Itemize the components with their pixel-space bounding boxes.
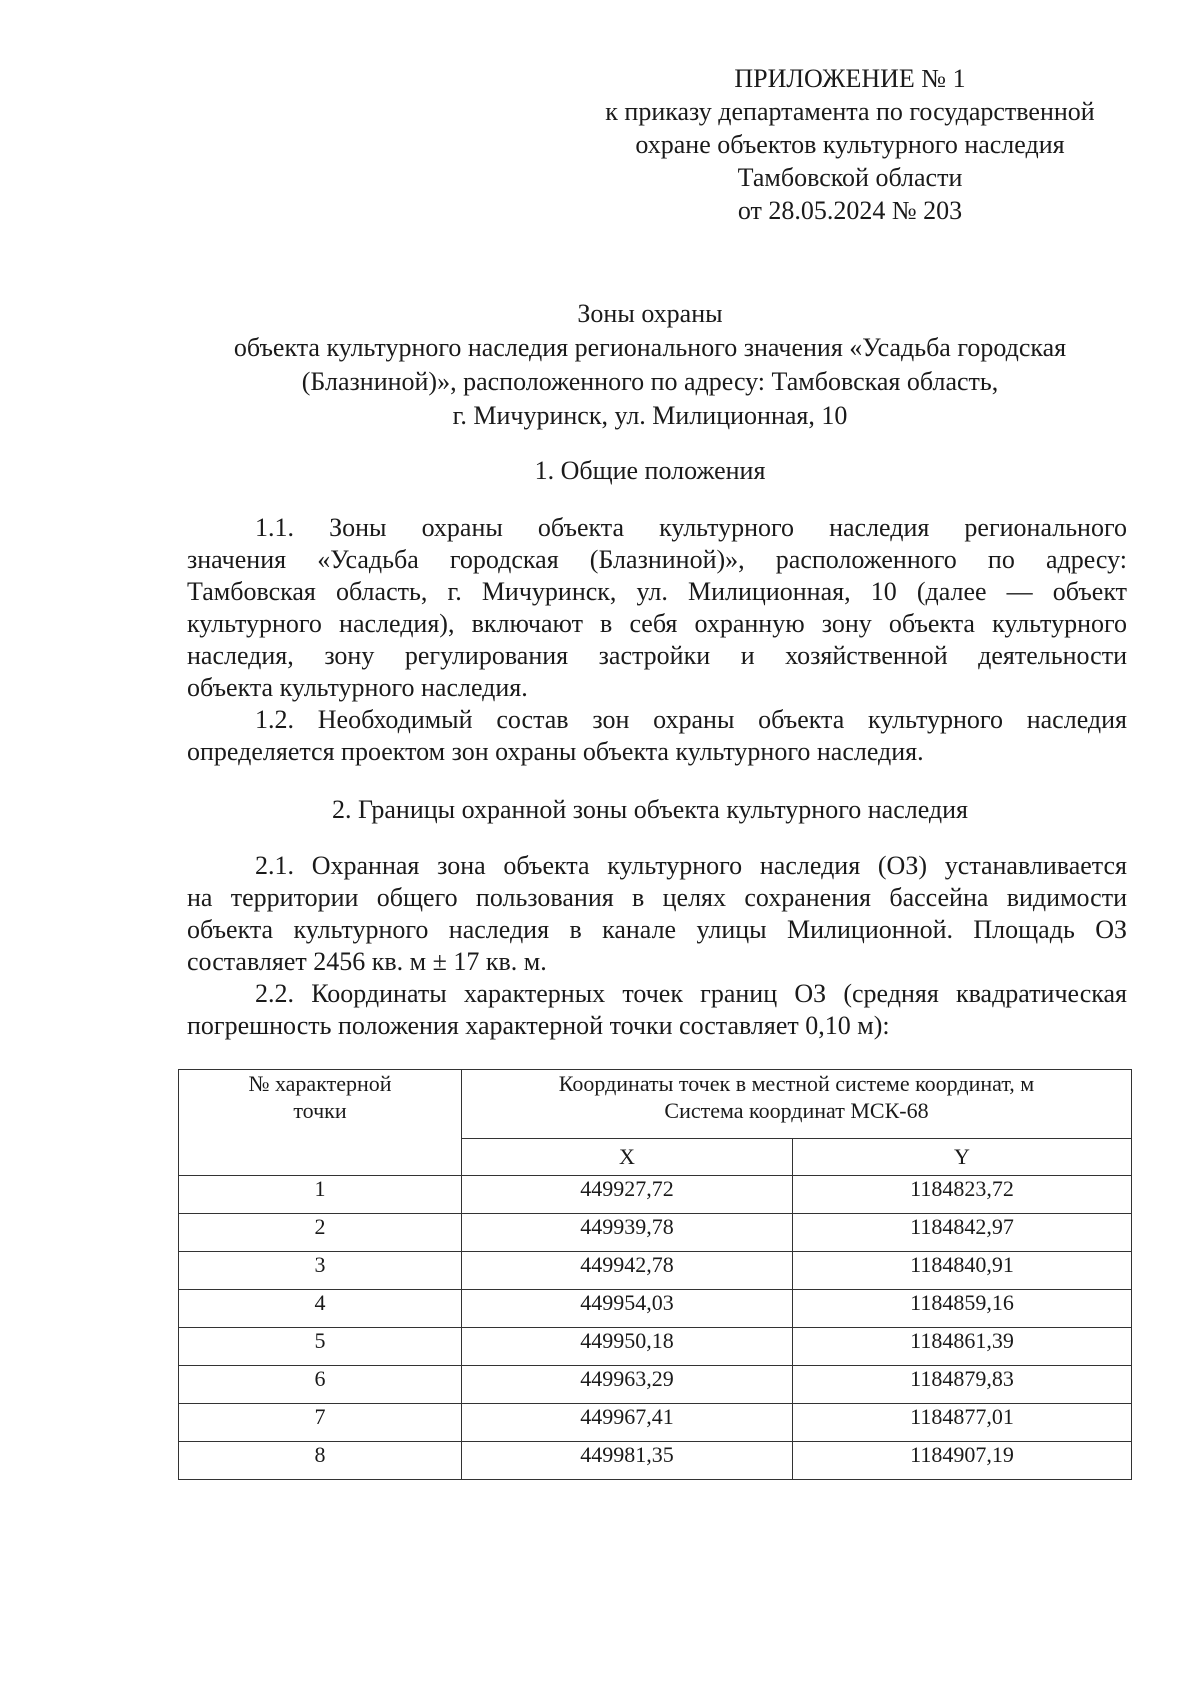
table-row (179, 1442, 1132, 1480)
paragraph-line: 2.2. Координаты характерных точек границ ОЗ (средняя квадратическая (255, 979, 1127, 1008)
paragraph-line: определяется проектом зон охраны объекта культурного наследия. (187, 737, 924, 766)
appendix-date-line: от 28.05.2024 № 203 (737, 196, 963, 225)
appendix-number: ПРИЛОЖЕНИЕ № 1 (734, 64, 966, 93)
point-number-header-line-2: точки (293, 1098, 347, 1123)
x-coordinate-cell: 449939,78 (462, 1214, 793, 1252)
title-line-2: объекта культурного наследия регионального значения «Усадьба городская (233, 333, 1067, 362)
point-number-cell: 6 (179, 1366, 462, 1404)
point-number-cell: 4 (179, 1290, 462, 1328)
point-number-cell: 3 (179, 1252, 462, 1290)
document-title (180, 297, 1120, 433)
coordinates-table (178, 1069, 1132, 1480)
paragraph-2-2 (187, 978, 1127, 1042)
title-line-3: (Блазниной)», расположенного по адресу: Тамбовская область, (301, 367, 999, 396)
coordinates-table-body (179, 1176, 1132, 1480)
coordinates-group-header (462, 1070, 1132, 1139)
section-2-heading: 2. Границы охранной зоны объекта культурного наследия (331, 795, 969, 824)
paragraph-line: культурного наследия), включают в себя охранную зону объекта культурного (187, 609, 1127, 638)
x-coordinate-cell: 449981,35 (462, 1442, 793, 1480)
appendix-header (590, 62, 1110, 227)
y-coordinate-cell: 1184861,39 (793, 1328, 1132, 1366)
point-number-cell: 7 (179, 1404, 462, 1442)
paragraph-line: погрешность положения характерной точки составляет 0,10 м): (187, 1011, 890, 1040)
paragraph-line: объекта культурного наследия в канале улицы Милиционной. Площадь ОЗ (187, 915, 1127, 944)
coordinates-group-header-line-2: Система координат МСК-68 (664, 1098, 929, 1123)
x-coordinate-cell: 449950,18 (462, 1328, 793, 1366)
y-coordinate-cell: 1184823,72 (793, 1176, 1132, 1214)
table-row (179, 1404, 1132, 1442)
table-row (179, 1176, 1132, 1214)
appendix-department-line: охране объектов культурного наследия (635, 130, 1065, 159)
appendix-region-line: Тамбовской области (737, 163, 963, 192)
appendix-order-line: к приказу департамента по государственной (605, 97, 1095, 126)
y-column-header: Y (793, 1139, 1132, 1176)
paragraph-line: значения «Усадьба городская (Блазниной)», расположенного по адресу: (187, 545, 1127, 574)
title-line-1: Зоны охраны (577, 299, 723, 328)
table-row (179, 1290, 1132, 1328)
y-coordinate-cell: 1184877,01 (793, 1404, 1132, 1442)
table-row (179, 1214, 1132, 1252)
point-number-cell: 5 (179, 1328, 462, 1366)
y-coordinate-cell: 1184842,97 (793, 1214, 1132, 1252)
paragraph-line: Тамбовская область, г. Мичуринск, ул. Милиционная, 10 (далее — объект (187, 577, 1127, 606)
y-coordinate-cell: 1184840,91 (793, 1252, 1132, 1290)
point-number-header (179, 1070, 462, 1176)
table-row (179, 1252, 1132, 1290)
paragraph-line: составляет 2456 кв. м ± 17 кв. м. (187, 947, 547, 976)
x-coordinate-cell: 449954,03 (462, 1290, 793, 1328)
y-coordinate-cell: 1184907,19 (793, 1442, 1132, 1480)
point-number-header-line-1: № характерной (248, 1071, 392, 1096)
point-number-cell: 8 (179, 1442, 462, 1480)
paragraph-line: объекта культурного наследия. (187, 673, 528, 702)
x-column-header: X (462, 1139, 793, 1176)
paragraph-line: 2.1. Охранная зона объекта культурного наследия (ОЗ) устанавливается (255, 851, 1127, 880)
paragraph-line: 1.1. Зоны охраны объекта культурного наследия регионального (255, 513, 1127, 542)
title-line-4: г. Мичуринск, ул. Милиционная, 10 (452, 401, 848, 430)
y-coordinate-cell: 1184879,83 (793, 1366, 1132, 1404)
table-row (179, 1328, 1132, 1366)
paragraph-1-1 (187, 512, 1127, 704)
point-number-cell: 1 (179, 1176, 462, 1214)
paragraph-line: на территории общего пользования в целях сохранения бассейна видимости (187, 883, 1127, 912)
table-row (179, 1366, 1132, 1404)
coordinates-group-header-line-1: Координаты точек в местной системе координат, м (558, 1071, 1035, 1096)
paragraph-line: 1.2. Необходимый состав зон охраны объекта культурного наследия (255, 705, 1127, 734)
x-coordinate-cell: 449963,29 (462, 1366, 793, 1404)
x-coordinate-cell: 449942,78 (462, 1252, 793, 1290)
x-coordinate-cell: 449927,72 (462, 1176, 793, 1214)
section-1-heading: 1. Общие положения (534, 456, 766, 485)
point-number-cell: 2 (179, 1214, 462, 1252)
paragraph-2-1 (187, 850, 1127, 978)
x-coordinate-cell: 449967,41 (462, 1404, 793, 1442)
y-coordinate-cell: 1184859,16 (793, 1290, 1132, 1328)
paragraph-1-2 (187, 704, 1127, 768)
paragraph-line: наследия, зону регулирования застройки и хозяйственной деятельности (187, 641, 1127, 670)
